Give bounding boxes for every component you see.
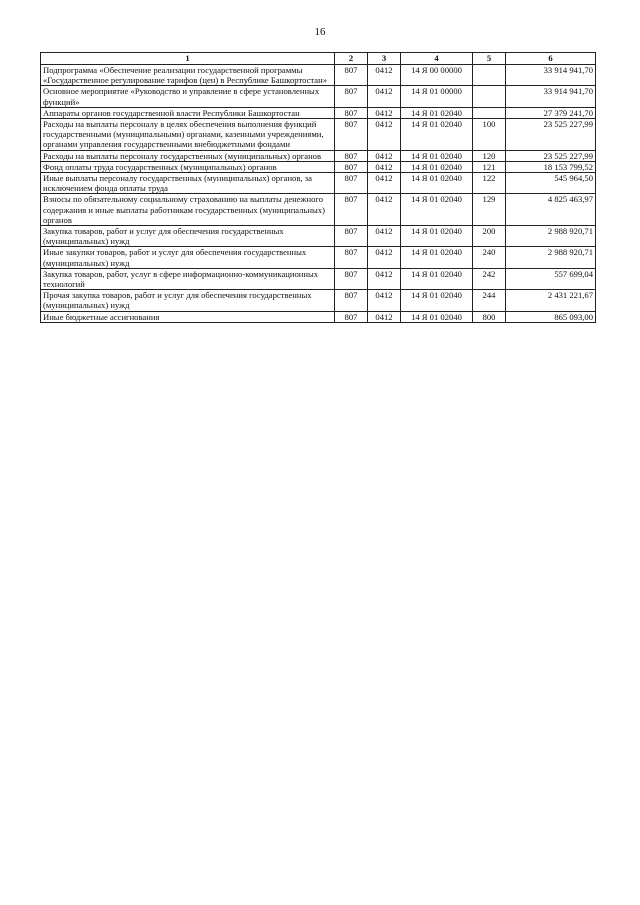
cell-section-code: 0412	[368, 268, 401, 289]
cell-section-code: 0412	[368, 290, 401, 311]
cell-target-article: 14 Я 01 02040	[401, 194, 473, 226]
cell-target-article: 14 Я 01 02040	[401, 150, 473, 161]
cell-name: Фонд оплаты труда государственных (муниципальных) органов	[41, 161, 335, 172]
cell-name: Расходы на выплаты персоналу государственных (муниципальных) органов	[41, 150, 335, 161]
cell-department-code: 807	[335, 150, 368, 161]
cell-target-article: 14 Я 01 02040	[401, 311, 473, 322]
cell-name: Аппараты органов государственной власти Республики Башкортостан	[41, 107, 335, 118]
cell-expense-type: 200	[473, 226, 506, 247]
column-header-department: 2	[335, 53, 368, 65]
cell-department-code: 807	[335, 311, 368, 322]
cell-department-code: 807	[335, 173, 368, 194]
cell-amount: 2 988 920,71	[506, 247, 596, 268]
cell-expense-type: 100	[473, 119, 506, 151]
cell-target-article: 14 Я 01 02040	[401, 247, 473, 268]
cell-section-code: 0412	[368, 226, 401, 247]
table-row	[41, 311, 596, 322]
table-row	[41, 161, 596, 172]
cell-name: Иные выплаты персоналу государственных (муниципальных) органов, за исключением фонда оплаты труда	[41, 173, 335, 194]
cell-section-code: 0412	[368, 173, 401, 194]
cell-department-code: 807	[335, 247, 368, 268]
cell-expense-type: 120	[473, 150, 506, 161]
cell-section-code: 0412	[368, 150, 401, 161]
cell-expense-type: 129	[473, 194, 506, 226]
cell-amount: 18 153 799,52	[506, 161, 596, 172]
cell-department-code: 807	[335, 119, 368, 151]
cell-amount: 23 525 227,99	[506, 150, 596, 161]
cell-name: Иные бюджетные ассигнования	[41, 311, 335, 322]
cell-department-code: 807	[335, 161, 368, 172]
cell-name: Иные закупки товаров, работ и услуг для обеспечения государственных (муниципальных) нужд	[41, 247, 335, 268]
column-header-name: 1	[41, 53, 335, 65]
cell-expense-type: 122	[473, 173, 506, 194]
cell-section-code: 0412	[368, 194, 401, 226]
budget-table	[40, 52, 596, 323]
cell-target-article: 14 Я 01 02040	[401, 119, 473, 151]
cell-name: Взносы по обязательному социальному страхованию на выплаты денежного содержания и иные выплаты работникам государственных (муниципальных) органов	[41, 194, 335, 226]
cell-amount: 2 431 221,67	[506, 290, 596, 311]
cell-amount: 33 914 941,70	[506, 86, 596, 107]
column-header-section: 3	[368, 53, 401, 65]
cell-amount: 2 988 920,71	[506, 226, 596, 247]
cell-amount: 23 525 227,99	[506, 119, 596, 151]
cell-expense-type	[473, 107, 506, 118]
cell-department-code: 807	[335, 86, 368, 107]
cell-department-code: 807	[335, 194, 368, 226]
cell-expense-type	[473, 65, 506, 86]
table-row	[41, 247, 596, 268]
page-number: 16	[314, 26, 326, 38]
cell-target-article: 14 Я 01 02040	[401, 107, 473, 118]
cell-expense-type	[473, 86, 506, 107]
cell-target-article: 14 Я 00 00000	[401, 65, 473, 86]
cell-section-code: 0412	[368, 161, 401, 172]
cell-expense-type: 800	[473, 311, 506, 322]
cell-amount: 557 699,04	[506, 268, 596, 289]
cell-target-article: 14 Я 01 02040	[401, 161, 473, 172]
cell-name: Расходы на выплаты персоналу в целях обеспечения выполнения функций государственными (муниципальными) органами, казенными учреждениями, органами управления государственными внебюджетными фондами	[41, 119, 335, 151]
cell-amount: 545 964,50	[506, 173, 596, 194]
cell-section-code: 0412	[368, 247, 401, 268]
table-row	[41, 194, 596, 226]
cell-department-code: 807	[335, 290, 368, 311]
cell-department-code: 807	[335, 65, 368, 86]
cell-section-code: 0412	[368, 86, 401, 107]
cell-target-article: 14 Я 01 02040	[401, 226, 473, 247]
table-header	[41, 53, 596, 65]
cell-section-code: 0412	[368, 311, 401, 322]
cell-name: Закупка товаров, работ, услуг в сфере информационно-коммуникационных технологий	[41, 268, 335, 289]
cell-amount: 33 914 941,70	[506, 65, 596, 86]
cell-department-code: 807	[335, 107, 368, 118]
cell-section-code: 0412	[368, 65, 401, 86]
cell-target-article: 14 Я 01 00000	[401, 86, 473, 107]
cell-expense-type: 240	[473, 247, 506, 268]
table-row	[41, 226, 596, 247]
cell-target-article: 14 Я 01 02040	[401, 173, 473, 194]
cell-expense-type: 242	[473, 268, 506, 289]
cell-department-code: 807	[335, 226, 368, 247]
cell-name: Закупка товаров, работ и услуг для обеспечения государственных (муниципальных) нужд	[41, 226, 335, 247]
table-row	[41, 86, 596, 107]
cell-section-code: 0412	[368, 119, 401, 151]
cell-name: Подпрограмма «Обеспечение реализации государственной программы «Государственное регулирование тарифов (цен) в Республике Башкортостан»	[41, 65, 335, 86]
cell-amount: 27 379 241,70	[506, 107, 596, 118]
table-row	[41, 119, 596, 151]
column-header-expense-type: 5	[473, 53, 506, 65]
cell-department-code: 807	[335, 268, 368, 289]
cell-target-article: 14 Я 01 02040	[401, 290, 473, 311]
table-row	[41, 173, 596, 194]
table-row	[41, 150, 596, 161]
cell-target-article: 14 Я 01 02040	[401, 268, 473, 289]
cell-expense-type: 244	[473, 290, 506, 311]
cell-name: Основное мероприятие «Руководство и управление в сфере установленных функций»	[41, 86, 335, 107]
table-row	[41, 268, 596, 289]
table-row	[41, 107, 596, 118]
column-header-target-article: 4	[401, 53, 473, 65]
cell-section-code: 0412	[368, 107, 401, 118]
header-row	[41, 53, 596, 65]
cell-amount: 4 825 463,97	[506, 194, 596, 226]
table-row	[41, 290, 596, 311]
cell-expense-type: 121	[473, 161, 506, 172]
table-body	[41, 65, 596, 323]
cell-name: Прочая закупка товаров, работ и услуг для обеспечения государственных (муниципальных) нужд	[41, 290, 335, 311]
column-header-amount: 6	[506, 53, 596, 65]
cell-amount: 865 093,00	[506, 311, 596, 322]
table-row	[41, 65, 596, 86]
